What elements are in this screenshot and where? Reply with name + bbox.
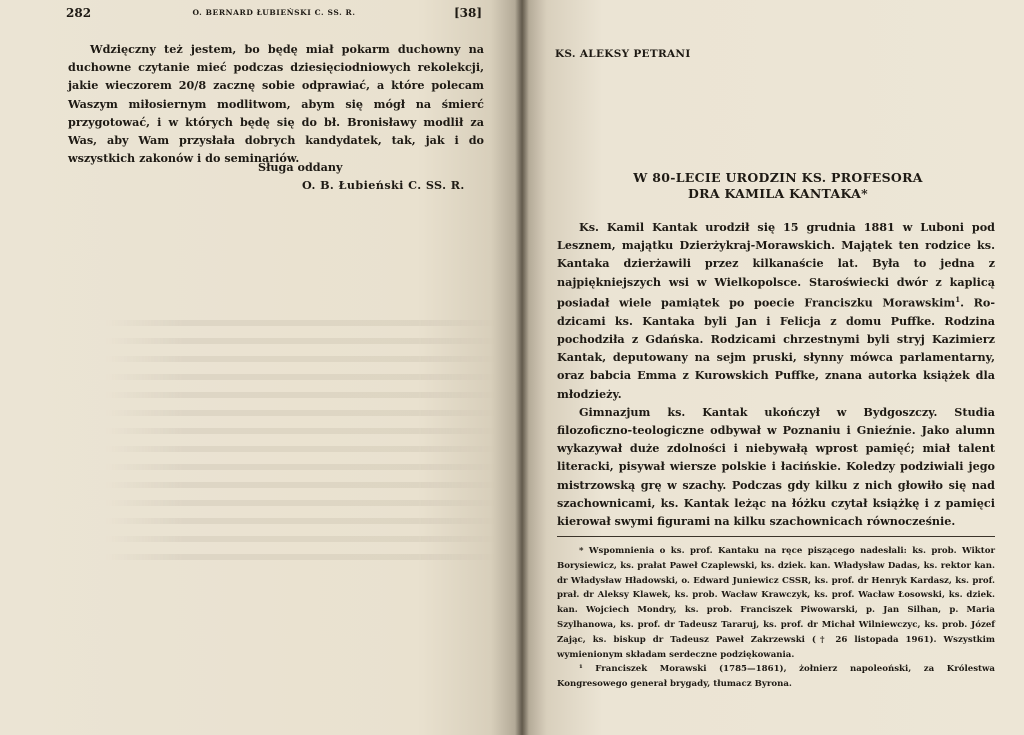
letter-closing: Sługa oddany	[258, 160, 343, 174]
article-paragraph: Gimnazjum ks. Kantak ukończył w Bydgoszczy. Studia filozoficzno-teologiczne odbywał w Poznaniu i Gnieźnie. Jako alumn wykazywał duże zdolności i niebywałą wprost pamięć; miał talent literacki, pisywał wiersze polskie i łacińskie. Koledzy podziwiali jego mistrzowską grę w szachy. Podczas gdy kilku z nich głowiło się nad szachownicami, ks. Kantak leżąc na łóżku czytał książkę i z pamięci kierował swymi figurami na kilku szachownicach równocześnie.	[557, 404, 995, 528]
article-author: KS. ALEKSY PETRANI	[555, 48, 691, 60]
footnote-divider	[557, 536, 995, 537]
bracket-number: [38]	[453, 6, 482, 20]
footnotes	[557, 544, 995, 692]
left-page-header	[66, 6, 482, 24]
running-head: O. BERNARD ŁUBIEŃSKI C. SS. R.	[192, 8, 356, 17]
letter-paragraph: Wdzięczny też jestem, bo będę miał pokarm duchowny na duchowne czytanie mieć podczas dziesięciodniowych rekolekcji, jakie wieczorem 20/8 zacznę sobie odprawiać, a które polecam Waszym miłosiernym modlitwom, abym się mógł na śmierć przygotować, i w których będę się do bł. Bronisławy modlił za Was, aby Wam przysłała dobrych kandydatek, tak, jak i do wszystkich zakonów i do seminariów.	[68, 42, 484, 166]
article-title-line1: W 80-LECIE URODZIN KS. PROFESORA	[633, 170, 923, 185]
article-body	[557, 218, 995, 530]
right-page	[522, 0, 1024, 735]
footnote-1: ¹ Franciszek Morawski (1785—1861), żołnierz napoleoński, za Królestwa Kongresowego generał brygady, tłumacz Byrona.	[557, 664, 995, 690]
article-title	[562, 170, 994, 202]
letter-signature: O. B. Łubieński C. SS. R.	[302, 178, 465, 192]
paragraph-text: Ks. Kamil Kantak urodził się 15 grudnia 1881 w Luboni pod Lesznem, majątku Dzierżykraj-Morawskich. Majątek ten rodzice ks. Kantaka dzierżawili przez kilkanaście lat. Była to jedna z najpiękniejszych wsi w Wielkopolsce. Staroświecki dwór z kaplicą posiadał wiele pamiątek po poecie Franciszku Morawskim	[557, 220, 995, 310]
paragraph-text: Rodzicami ks. Kantaka byli Jan i Felicja z domu Puffke. Rodzina pochodziła z Gdańska. Rodzicami chrzestnymi byli stryj Kazimierz Kantak, deputowany na sejm pruski, słynny mówca parlamentarny, oraz babcia Emma z Kurowskich Puffke, znana autorka książek dla młodzieży.	[557, 295, 995, 401]
bleed-through-texture	[0, 320, 522, 570]
article-title-line2: DRA KAMILA KANTAKA*	[688, 186, 868, 201]
book-gutter	[515, 0, 529, 735]
footnote-marker: 1	[955, 294, 961, 304]
footnote-star: * Wspomnienia o ks. prof. Kantaku na ręce piszącego nadesłali: ks. prob. Wiktor Borysiewicz, ks. prałat Paweł Czaplewski, ks. dziek. kan. Władysław Dadas, ks. rektor kan. dr Władysław Hładowski, o. Edward Juniewicz CSSR, ks. prof. dr Henryk Kardasz, ks. prof. prał. dr Aleksy Klawek, ks. prob. Wacław Krawczyk, ks. prof. Wacław Łosowski, ks. dziek. kan. Wojciech Mondry, ks. prob. Franciszek Piwowarski, p. Jan Silhan, p. Maria Szylhanowa, ks. prof. dr Tadeusz Tararuj, ks. prof. dr Michał Wilniewczyc, ks. prob. Józef Zając, ks. biskup dr Tadeusz Paweł Zakrzewski († 26 listopada 1961). Wszystkim wymienionym składam serdeczne podziękowania.	[557, 546, 995, 660]
page-number: 282	[66, 6, 92, 20]
article-paragraph: Ks. Kamil Kantak urodził się 15 grudnia 1881 w Luboni pod Lesznem, majątku Dzierżykraj-Morawskich. Majątek ten rodzice ks. Kantaka dzierżawili przez kilkanaście lat. Była to jedna z najpiękniejszych wsi w Wielkopolsce. Staroświecki dwór z kaplicą posiadał wiele pamiątek po poecie Franciszku Morawskim$^1$. Rodzicami ks. Kantaka byli Jan i Felicja z domu Puffke. Rodzina pochodziła z Gdańska. Rodzicami chrzestnymi byli stryj Kazimierz Kantak, deputowany na sejm pruski, słynny mówca parlamentarny, oraz babcia Emma z Kurowskich Puffke, znana autorka książek dla młodzieży.	[557, 220, 995, 401]
